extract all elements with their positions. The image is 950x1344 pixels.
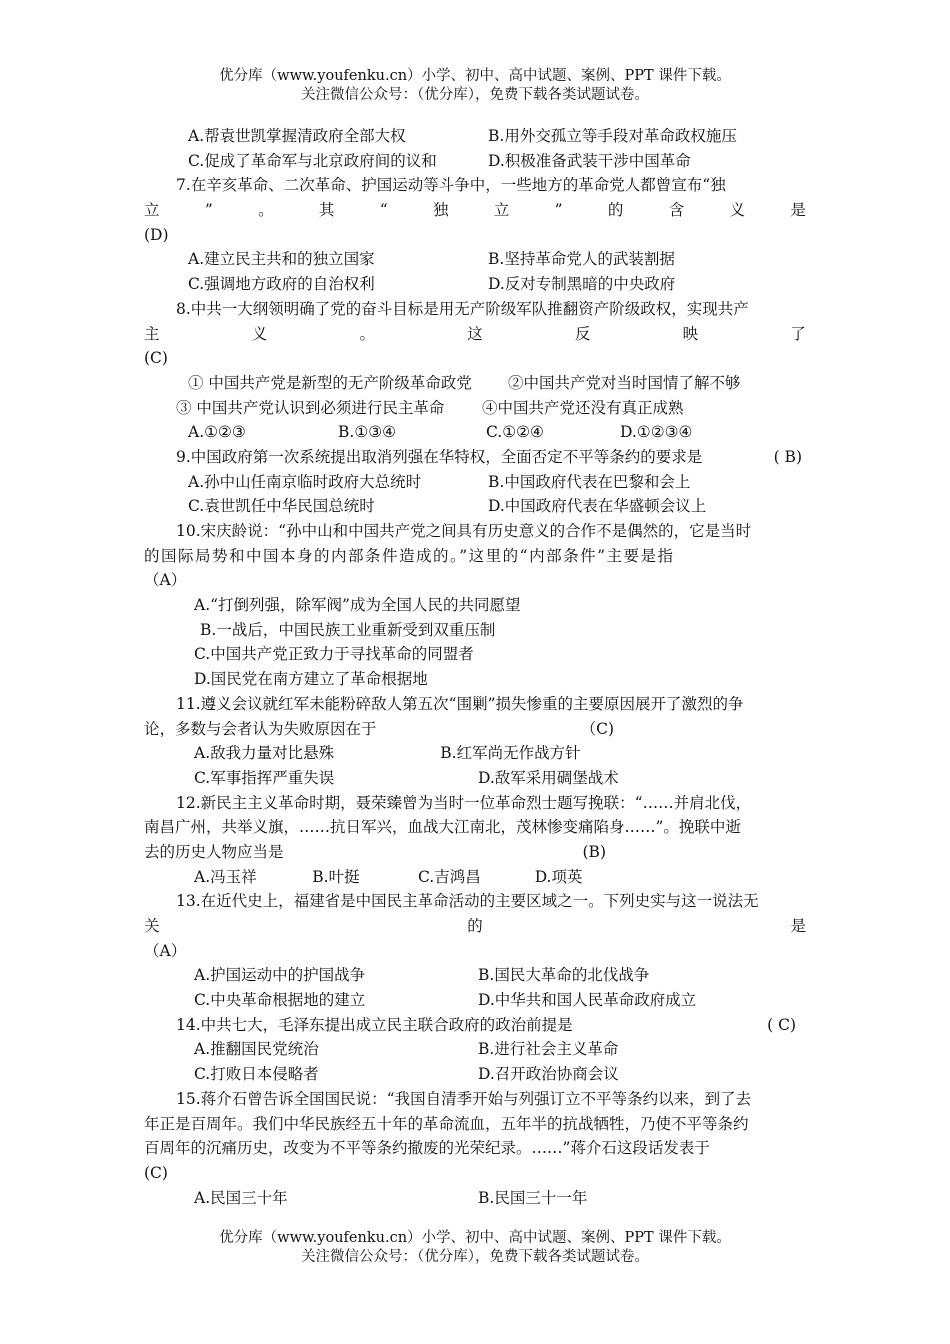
q14-option-a: A.推翻国民党统治 xyxy=(194,1040,319,1059)
q7-stem-line-1: 7.在辛亥革命、二次革命、护国运动等斗争中，一些地方的革命党人都曾宣布“独 xyxy=(176,176,726,195)
q9-option-b: B.中国政府代表在巴黎和会上 xyxy=(488,472,691,491)
q8-option-a: A.①②③ xyxy=(188,423,246,442)
q12-stem-line-2: 南昌广州，共举义旗，……抗日军兴，血战大江南北，茂林惨变痛陷身……”。挽联中逝 xyxy=(144,818,741,837)
q14-options-row-2 xyxy=(144,1062,806,1087)
q6-option-d: D.积极准备武装干涉中国革命 xyxy=(488,151,691,170)
q13-option-a: A.护国运动中的护国战争 xyxy=(194,966,366,985)
q12-stem-line-3 xyxy=(144,840,806,865)
q14-answer: ( C) xyxy=(767,1015,796,1034)
q15-stem-line-1: 15.蒋介石曾告诉全国国民说：“我国自清季开始与列强订立不平等条约以来，到了去 xyxy=(176,1089,752,1108)
q8-item-4: ④中国共产党还没有真正成熟 xyxy=(482,398,684,417)
q13-option-b: B.国民大革命的北伐战争 xyxy=(478,966,650,985)
q9-stem-text: 9.中国政府第一次系统提出取消列强在华特权，全面否定不平等条约的要求是 xyxy=(176,447,703,466)
q8-word: 映 xyxy=(682,324,699,343)
q11-option-b: B.红军尚无作战方针 xyxy=(440,744,581,763)
q14-option-d: D.召开政治协商会议 xyxy=(478,1065,619,1084)
q12-options-row xyxy=(144,865,583,890)
page-footer xyxy=(0,1229,950,1267)
q8-option-d: D.①②③④ xyxy=(620,423,693,442)
q7-word: ” xyxy=(554,201,563,220)
q12-option-d: D.项英 xyxy=(534,867,583,886)
q7-word: 独 xyxy=(432,201,449,220)
q14-stem xyxy=(144,1013,806,1038)
q12-option-b: B.叶挺 xyxy=(312,867,360,886)
q12-answer: (B) xyxy=(582,842,606,861)
q7-options-row-2 xyxy=(144,272,806,297)
q8-word: 。 xyxy=(359,324,375,343)
q7-option-b: B.坚持革命党人的武装割据 xyxy=(488,250,675,269)
q15-option-b: B.民国三十一年 xyxy=(478,1188,588,1207)
q9-stem xyxy=(144,445,806,470)
q9-option-a: A.孙中山任南京临时政府大总统时 xyxy=(188,472,422,491)
q6-options-row-1 xyxy=(144,124,806,149)
q8-word: 主 xyxy=(144,324,160,343)
q13-answer: （A） xyxy=(144,941,187,960)
q7-options-row-1 xyxy=(144,247,806,272)
q7-word: 含 xyxy=(668,201,685,220)
q8-word: 了 xyxy=(790,324,806,343)
footer-line-2: 关注微信公众号：（优分库），免费下载各类试题试卷。 xyxy=(301,1249,649,1265)
q13-word: 关 xyxy=(144,917,160,935)
q10-option-a: A.“打倒列强，除军阀”成为全国人民的共同愿望 xyxy=(194,596,521,615)
q15-stem-line-2: 年正是百周年。我们中华民族经五十年的革命流血，五年半的抗战牺牲，乃使不平等条约 xyxy=(144,1114,749,1133)
footer-line-1: 优分库（www.youfenku.cn）小学、初中、高中试题、案例、PPT 课件下载。 xyxy=(219,1230,731,1246)
q9-answer: ( B) xyxy=(773,447,802,466)
q11-option-c: C.军事指挥严重失误 xyxy=(194,768,335,787)
q7-word: 立 xyxy=(144,201,160,220)
q7-word: 。 xyxy=(258,201,274,220)
q11-option-d: D.敌军采用碉堡战术 xyxy=(478,768,619,787)
q7-word: 的 xyxy=(607,201,624,220)
q7-word: 其 xyxy=(318,201,335,220)
q7-option-d: D.反对专制黑暗的中央政府 xyxy=(488,275,676,294)
q8-item-1: ① 中国共产党是新型的无产阶级革命政党 xyxy=(188,373,472,392)
q13-stem-line-2 xyxy=(144,914,806,939)
q12-option-c: C.吉鸿昌 xyxy=(417,867,481,886)
q12-option-a: A.冯玉祥 xyxy=(194,867,257,886)
q7-word: 立 xyxy=(493,201,510,220)
q9-options-row-2 xyxy=(144,494,806,519)
q7-word: ” xyxy=(204,201,213,220)
q13-stem-line-1: 13.在近代史上，福建省是中国民主革命活动的主要区域之一。下列史实与这一说法无 xyxy=(176,892,759,911)
q7-word: “ xyxy=(379,201,388,220)
q8-stem-line-1: 8.中共一大纲领明确了党的奋斗目标是用无产阶级军队推翻资产阶级政权，实现共产 xyxy=(176,299,749,318)
q7-option-c: C.强调地方政府的自治权利 xyxy=(188,275,375,294)
q10-option-d: D.国民党在南方建立了革命根据地 xyxy=(194,670,428,689)
q13-word: 是 xyxy=(790,917,806,935)
q11-options-row-2 xyxy=(144,766,806,791)
q8-stem-line-2 xyxy=(144,322,806,347)
q8-word: 这 xyxy=(467,324,483,343)
q13-option-d: D.中华共和国人民革命政府成立 xyxy=(478,991,697,1010)
q6-option-c: C.促成了革命军与北京政府间的议和 xyxy=(188,151,437,170)
q11-options-row-1 xyxy=(144,741,581,766)
q9-option-c: C.袁世凯任中华民国总统时 xyxy=(188,497,375,516)
q8-word: 义 xyxy=(251,324,268,343)
q8-answer: (C) xyxy=(144,349,168,368)
q14-option-b: B.进行社会主义革命 xyxy=(478,1040,619,1059)
q10-stem-line-2: 的国际局势和中国本身的内部条件造成的。”这里的“内部条件”主要是指 xyxy=(144,546,675,565)
q8-options-row xyxy=(144,420,806,445)
q14-option-c: C.打败日本侵略者 xyxy=(194,1065,319,1084)
q10-stem-line-1: 10.宋庆龄说：“孙中山和中国共产党之间具有历史意义的合作不是偶然的，它是当时 xyxy=(176,522,752,540)
q15-options-row-1 xyxy=(144,1186,806,1211)
q7-stem-line-2 xyxy=(144,198,806,223)
q13-options-row-1 xyxy=(144,963,806,988)
q8-word: 反 xyxy=(574,324,591,343)
q9-option-d: D.中国政府代表在华盛顿会议上 xyxy=(488,497,707,516)
q15-answer: (C) xyxy=(144,1163,168,1182)
q11-option-a: A.敌我力量对比悬殊 xyxy=(194,744,335,763)
q8-option-c: C.①②④ xyxy=(486,423,544,442)
q10-option-b: B.一战后，中国民族工业重新受到双重压制 xyxy=(200,620,496,639)
header-line-1: 优分库（www.youfenku.cn）小学、初中、高中试题、案例、PPT 课件下载。 xyxy=(219,68,731,84)
q8-items-row-2 xyxy=(144,396,806,421)
q13-word: 的 xyxy=(467,917,483,935)
q6-options-row-2 xyxy=(144,149,806,174)
q12-stem-line-1: 12.新民主主义革命时期，聂荣臻曾为当时一位革命烈士题写挽联：“……并肩北伐， xyxy=(176,793,752,812)
q14-stem-text: 14.中共七大，毛泽东提出成立民主联合政府的政治前提是 xyxy=(176,1015,573,1034)
q11-stem-line-1: 11.遵义会议就红军未能粉碎敌人第五次“围剿”损失惨重的主要原因展开了激烈的争 xyxy=(176,694,744,713)
q8-option-b: B.①③④ xyxy=(338,423,397,442)
q7-answer: (D) xyxy=(144,225,169,244)
q14-options-row-1 xyxy=(144,1037,767,1062)
header-line-2: 关注微信公众号：（优分库），免费下载各类试题试卷。 xyxy=(301,87,649,103)
q8-item-3: ③ 中国共产党认识到必须进行民主革命 xyxy=(176,398,445,417)
q8-items-row-1 xyxy=(144,371,806,396)
q6-option-b: B.用外交孤立等手段对革命政权施压 xyxy=(488,127,737,145)
q10-answer: （A） xyxy=(144,571,187,590)
q7-word: 义 xyxy=(729,201,746,220)
q7-option-a: A.建立民主共和的独立国家 xyxy=(188,250,375,269)
q8-item-2: ②中国共产党对当时国情了解不够 xyxy=(508,373,741,392)
q11-stem-text: 论，多数与会者认为失败原因在于 xyxy=(144,719,377,738)
q7-word: 是 xyxy=(790,201,806,220)
q9-options-row-1 xyxy=(144,470,774,495)
q11-answer: （C) xyxy=(580,719,614,738)
q12-stem-text: 去的历史人物应当是 xyxy=(144,842,284,861)
q15-option-a: A.民国三十年 xyxy=(194,1188,288,1207)
q13-option-c: C.中央革命根据地的建立 xyxy=(194,991,366,1010)
q6-option-a: A.帮袁世凯掌握清政府全部大权 xyxy=(188,127,406,145)
q10-option-c: C.中国共产党正致力于寻找革命的同盟者 xyxy=(194,645,474,664)
q11-stem-line-2 xyxy=(144,717,806,742)
q13-options-row-2 xyxy=(144,988,806,1013)
question-content xyxy=(144,124,806,1210)
page-header xyxy=(0,67,950,105)
q15-stem-line-3: 百周年的沉痛历史，改变为不平等条约撤废的光荣纪录。……”蒋介石这段话发表于 xyxy=(144,1139,710,1158)
